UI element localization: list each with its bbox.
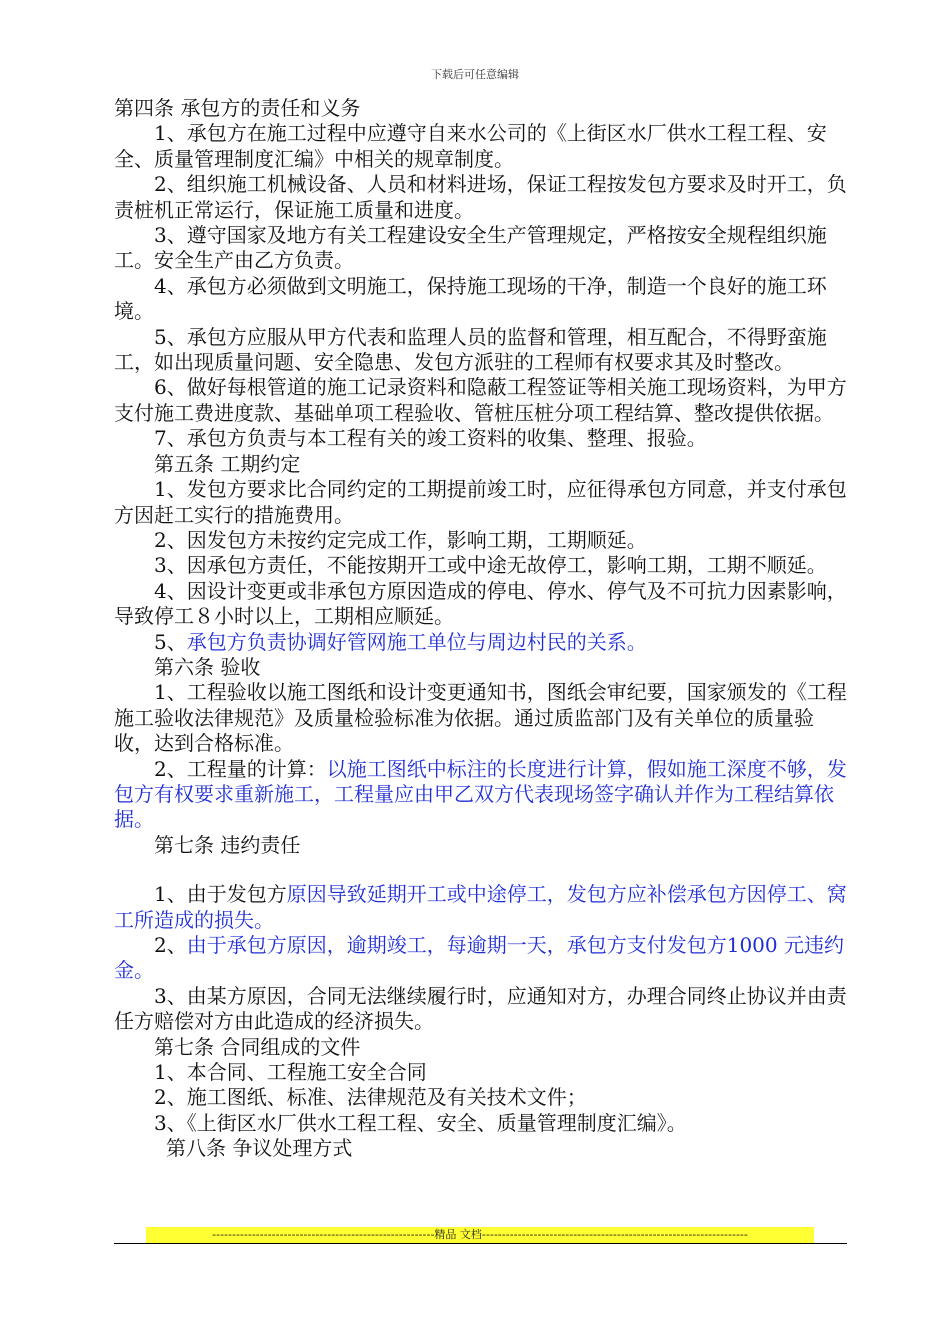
article-7-item-1-highlight: 原因导致延期开工或中途停工，发包方应补偿承包方因停工、窝工所造成的损失。 — [114, 882, 847, 932]
article-5-item-3: 3、因承包方责任，不能按期开工或中途无故停工，影响工期，工期不顺延。 — [154, 553, 827, 578]
article-5-item-4: 4、因设计变更或非承包方原因造成的停电、停水、停气及不可抗力因素影响，导致停工８小时以上，工期相应顺延。 — [114, 578, 847, 629]
article-7b-item-3: 3、《上街区水厂供水工程工程、安全、质量管理制度汇编》。 — [154, 1110, 687, 1135]
article-6-item-2-prefix: 2、工程量的计算： — [154, 756, 327, 781]
article-7b-item-2: 2、施工图纸、标准、法律规范及有关技术文件； — [154, 1085, 587, 1110]
article-7-item-1 — [114, 882, 852, 933]
article-5-item-5-highlight: 承包方负责协调好管网施工单位与周边村民的关系。 — [186, 629, 647, 654]
article-7-item-3: 3、由某方原因，合同无法继续履行时，应通知对方，办理合同终止协议并由责任方赔偿对方由此造成的经济损失。 — [114, 983, 847, 1034]
article-5-item-5 — [114, 630, 852, 655]
article-7b-item-1: 1、本合同、工程施工安全合同 — [154, 1060, 427, 1085]
footer-divider — [114, 1243, 847, 1244]
article-5-item-1: 1、发包方要求比合同约定的工期提前竣工时，应征得承包方同意，并支付承包方因赶工实行的措施费用。 — [114, 477, 847, 527]
article-5-item-5-prefix: 5、 — [154, 629, 187, 654]
article-4-item-1: 1、承包方在施工过程中应遵守自来水公司的《上街区水厂供水工程工程、安全、质量管理制度汇编》中相关的规章制度。 — [114, 121, 827, 171]
document-body — [114, 96, 852, 1162]
article-4-item-2: 2、组织施工机械设备、人员和材料进场，保证工程按发包方要求及时开工，负责桩机正常运行，保证施工质量和进度。 — [114, 172, 847, 222]
page-header: 下载后可任意编辑 — [431, 68, 519, 81]
article-7-item-2-prefix: 2、 — [154, 933, 187, 957]
article-4-item-3: 3、遵守国家及地方有关工程建设安全生产管理规定，严格按安全规程组织施工。安全生产由乙方负责。 — [114, 223, 827, 273]
article-4-item-5: 5、承包方应服从甲方代表和监理人员的监督和管理，相互配合，不得野蛮施工，如出现质量问题、安全隐患、发包方派驻的工程师有权要求其及时整改。 — [114, 324, 827, 375]
article-8-title: 第八条 争议处理方式 — [166, 1136, 353, 1161]
article-6-item-2 — [114, 757, 852, 833]
article-5-item-2: 2、因发包方未按约定完成工作，影响工期，工期顺延。 — [154, 527, 647, 552]
article-4-title: 第四条 承包方的责任和义务 — [114, 96, 361, 120]
article-4-item-6: 6、做好每根管道的施工记录资料和隐蔽工程签证等相关施工现场资料，为甲方支付施工费进度款、基础单项工程验收、管桩压桩分项工程结算、整改提供依据。 — [114, 375, 847, 425]
article-7b-title: 第七条 合同组成的文件 — [154, 1034, 361, 1059]
article-7-item-1-prefix: 1、由于发包方 — [154, 882, 287, 907]
article-4-item-7: 7、承包方负责与本工程有关的竣工资料的收集、整理、报验。 — [154, 426, 707, 451]
footer-banner: --------------------------------------------------------精品 文档------------------------------------------------------------------- — [146, 1227, 814, 1243]
article-5-title: 第五条 工期约定 — [154, 451, 301, 476]
article-4-item-4: 4、承包方必须做到文明施工，保持施工现场的干净，制造一个良好的施工环境。 — [114, 273, 827, 324]
article-7-item-2 — [114, 933, 852, 984]
article-7-title: 第七条 违约责任 — [154, 832, 301, 857]
article-6-item-2-highlight: 以施工图纸中标注的长度进行计算，假如施工深度不够，发包方有权要求重新施工，工程量应由甲乙双方代表现场签字确认并作为工程结算依据。 — [114, 756, 847, 832]
paragraph-gap — [114, 858, 852, 882]
article-7-item-2-highlight: 由于承包方原因，逾期竣工，每逾期一天，承包方支付发包方1000 元违约金。 — [114, 933, 844, 983]
article-6-item-1: 1、工程验收以施工图纸和设计变更通知书，图纸会审纪要，国家颁发的《工程施工验收法律规范》及质量检验标准为依据。通过质监部门及有关单位的质量验收，达到合格标准。 — [114, 680, 847, 756]
article-6-title: 第六条 验收 — [154, 654, 261, 679]
